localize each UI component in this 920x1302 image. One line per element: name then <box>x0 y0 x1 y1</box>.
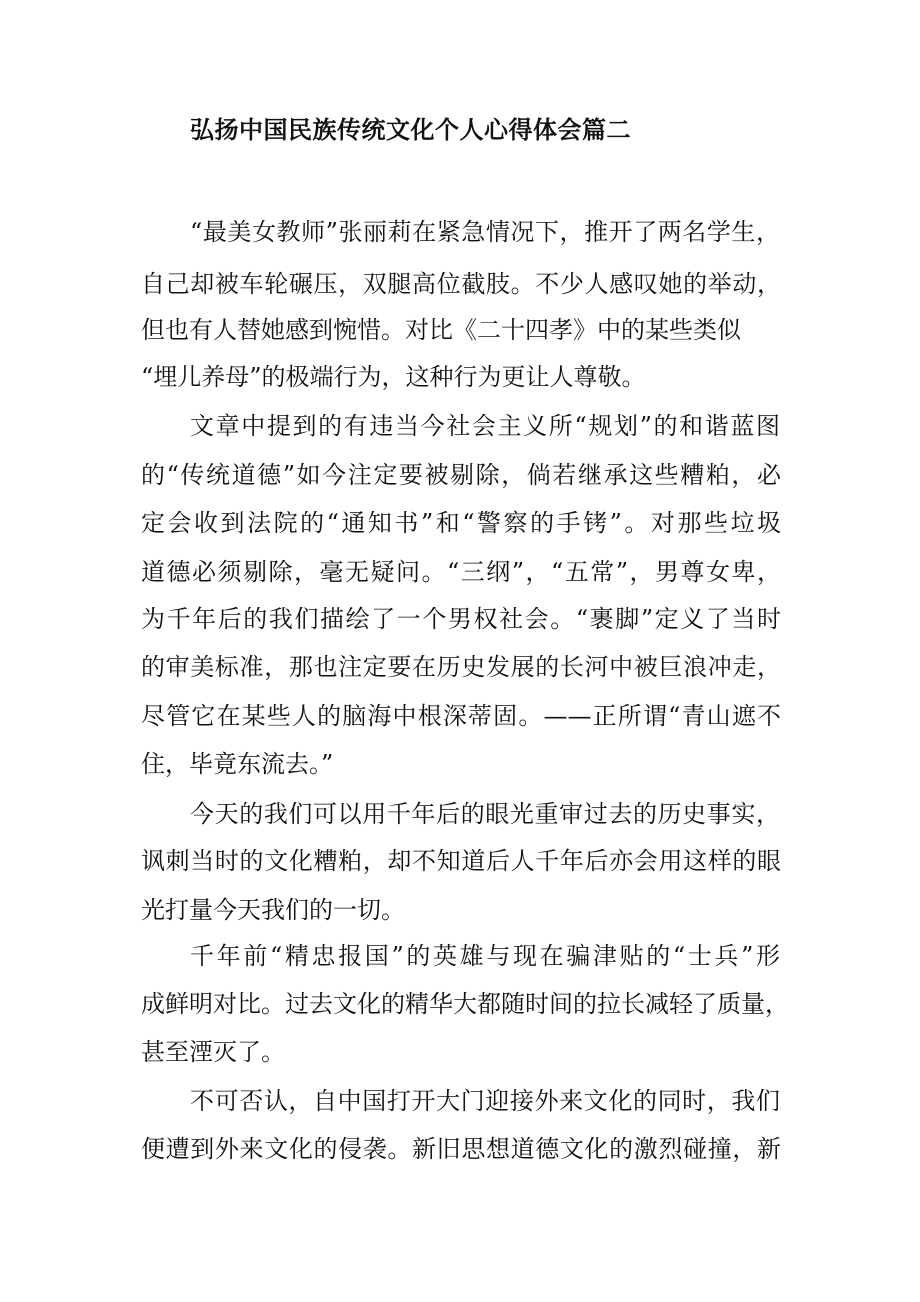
text-line: 今天的我们可以用千年后的眼光重审过去的历史事实， <box>190 800 780 828</box>
text-line: 定会收到法院的“通知书”和“警察的手铐”。对那些垃圾 <box>141 509 781 537</box>
text-line: 便遭到外来文化的侵袭。新旧思想道德文化的激烈碰撞，新 <box>141 1135 781 1163</box>
text-line: 道德必须剔除，毫无疑问。“三纲”，“五常”，男尊女卑， <box>141 558 781 586</box>
text-line: 光打量今天我们的一切。 <box>141 896 405 924</box>
text-line: 讽刺当时的文化糟粕，却不知道后人千年后亦会用这样的眼 <box>141 847 781 875</box>
text-line: 住，毕竟东流去。” <box>141 750 334 778</box>
text-line: 自己却被车轮碾压，双腿高位截肢。不少人感叹她的举动， <box>141 270 781 298</box>
text-line: “最美女教师”张丽莉在紧急情况下，推开了两名学生， <box>190 218 780 246</box>
text-line: 成鲜明对比。过去文化的精华大都随时间的拉长减轻了质量， <box>141 990 789 1018</box>
text-line: 千年前“精忠报国”的英雄与现在骗津贴的“士兵”形 <box>190 942 780 970</box>
text-line: 不可否认，自中国打开大门迎接外来文化的同时，我们 <box>190 1087 780 1115</box>
text-line: 尽管它在某些人的脑海中根深蒂固。——正所谓“青山遮不 <box>141 702 781 730</box>
document-title: 弘扬中国民族传统文化个人心得体会篇二 <box>190 116 631 144</box>
text-line: 文章中提到的有违当今社会主义所“规划”的和谐蓝图 <box>190 412 780 440</box>
text-line: 的审美标准，那也注定要在历史发展的长河中被巨浪冲走， <box>141 653 781 681</box>
text-line: 为千年后的我们描绘了一个男权社会。“裹脚”定义了当时 <box>141 605 781 633</box>
text-line: 甚至湮灭了。 <box>141 1038 285 1066</box>
text-line: 的“传统道德”如今注定要被剔除，倘若继承这些糟粕，必 <box>141 461 781 489</box>
text-line: “埋儿养母”的极端行为，这种行为更让人尊敬。 <box>141 363 646 391</box>
text-line: 但也有人替她感到惋惜。对比《二十四孝》中的某些类似 <box>141 316 741 344</box>
